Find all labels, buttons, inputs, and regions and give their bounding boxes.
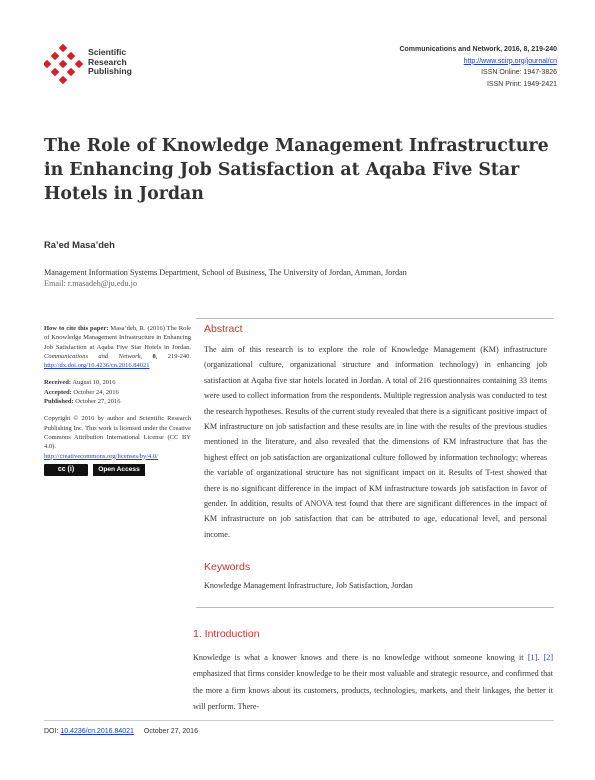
abstract-text: The aim of this research is to explore the role of Knowledge Management (KM) infrastructure (organizational culture, organizational structure and information technology) in enhancing job satisfaction at Aqaba five star hotels located in Jordan. A total of 216 questionnaires containing 33 items were used to collect information from the respondents. Multiple regression analysis was conducted to test the research hypotheses. Results of the current study revealed that there is a significant positive impact of KM infrastructure on job satisfaction and these results are in line with the results of the previous studies mentioned in the literature, and also revealed that the dimensions of KM infrastructure that has the highest effect on job satisfaction are organizational culture followed by information technology; whereas the variable of organizational structure has not significant impact on it. Results of T-test showed that there is no significant difference in the impact of KM infrastructure towards job satisfaction in favor of gender. In addition, results of ANOVA test found that there are significant differences in the impact of KM infrastructure on job satisfaction that can be attributed to age, educational level, and personal income. xyxy=(204,345,547,539)
citation-link[interactable]: [1] xyxy=(527,653,538,662)
cite-doi-link[interactable]: http://dx.doi.org/10.4236/cn.2016.84021 xyxy=(44,362,150,370)
article-title: The Role of Knowledge Management Infrastructure in Enhancing Job Satisfaction at Aqaba Five Star Hotels in Jordan xyxy=(44,136,549,204)
journal-url-link[interactable]: http://www.scirp.org/journal/cn xyxy=(463,57,557,65)
abstract-box xyxy=(196,318,554,608)
introduction-heading: 1. Introduction xyxy=(193,628,260,640)
journal-citation: Communications and Network, 2016, 8, 219-240 xyxy=(399,46,557,53)
keywords-text: Knowledge Management Infrastructure, Job Satisfaction, Jordan xyxy=(204,581,413,590)
author-name: Ra’ed Masa’deh xyxy=(44,239,115,250)
author-affiliation: Management Information Systems Department, School of Business, The University of Jordan, Amman, Jordan xyxy=(44,268,407,277)
article-dates: Received: August 10, 2016 Accepted: October 24, 2016 Published: October 27, 2016 xyxy=(44,379,121,406)
footer-date: October 27, 2016 xyxy=(143,728,198,735)
page-footer: DOI: 10.4236/cn.2016.84021 October 27, 2016 xyxy=(44,728,198,735)
author-email: Email: r.masadeh@ju.edu.jo xyxy=(44,279,138,288)
publisher-name: Scientific Research Publishing xyxy=(88,47,132,77)
open-access-badge: Open Access xyxy=(93,464,145,476)
issn-online: ISSN Online: 1947-3826 xyxy=(481,69,557,77)
how-to-cite: How to cite this paper: Masa’deh, R. (2016) The Role of Knowledge Management Infrastructure in Enhancing Job Satisfaction at Aqaba Five Star Hotels in Jordan. Communications and Network, 8, 219-240. http://dx.doi.org/10.4236/cn.2016.84021 xyxy=(44,325,192,370)
keywords-heading: Keywords xyxy=(204,561,251,573)
abstract-heading: Abstract xyxy=(204,323,243,335)
footer-divider xyxy=(44,720,554,721)
license-link[interactable]: http://creativecommons.org/licenses/by/4.0/ xyxy=(44,452,158,460)
footer-doi-link[interactable]: 10.4236/cn.2016.84021 xyxy=(60,728,134,735)
citation-link[interactable]: [2] xyxy=(543,653,554,662)
cc-by-icon[interactable]: cc (i) xyxy=(44,464,88,476)
introduction-text: Knowledge is what a knower knows and there is no knowledge without someone knowing it [1]. [2] emphasized that firms consider knowledge to be their most valuable and strategic resource, and confirmed that the more a firm knows about its customers, products, technologies, markets, and their linkages, the better it will perform. There- xyxy=(193,653,554,711)
journal-header xyxy=(399,44,557,90)
copyright-notice: Copyright © 2016 by author and Scientific Research Publishing Inc. This work is licensed under the Creative Commons Attribution International License (CC BY 4.0). http://creativecommons.org/licenses/by/4.0/ cc (i) Open Access xyxy=(44,414,191,475)
article-info-sidebar xyxy=(44,324,191,476)
issn-print: ISSN Print: 1949-2421 xyxy=(486,80,557,88)
